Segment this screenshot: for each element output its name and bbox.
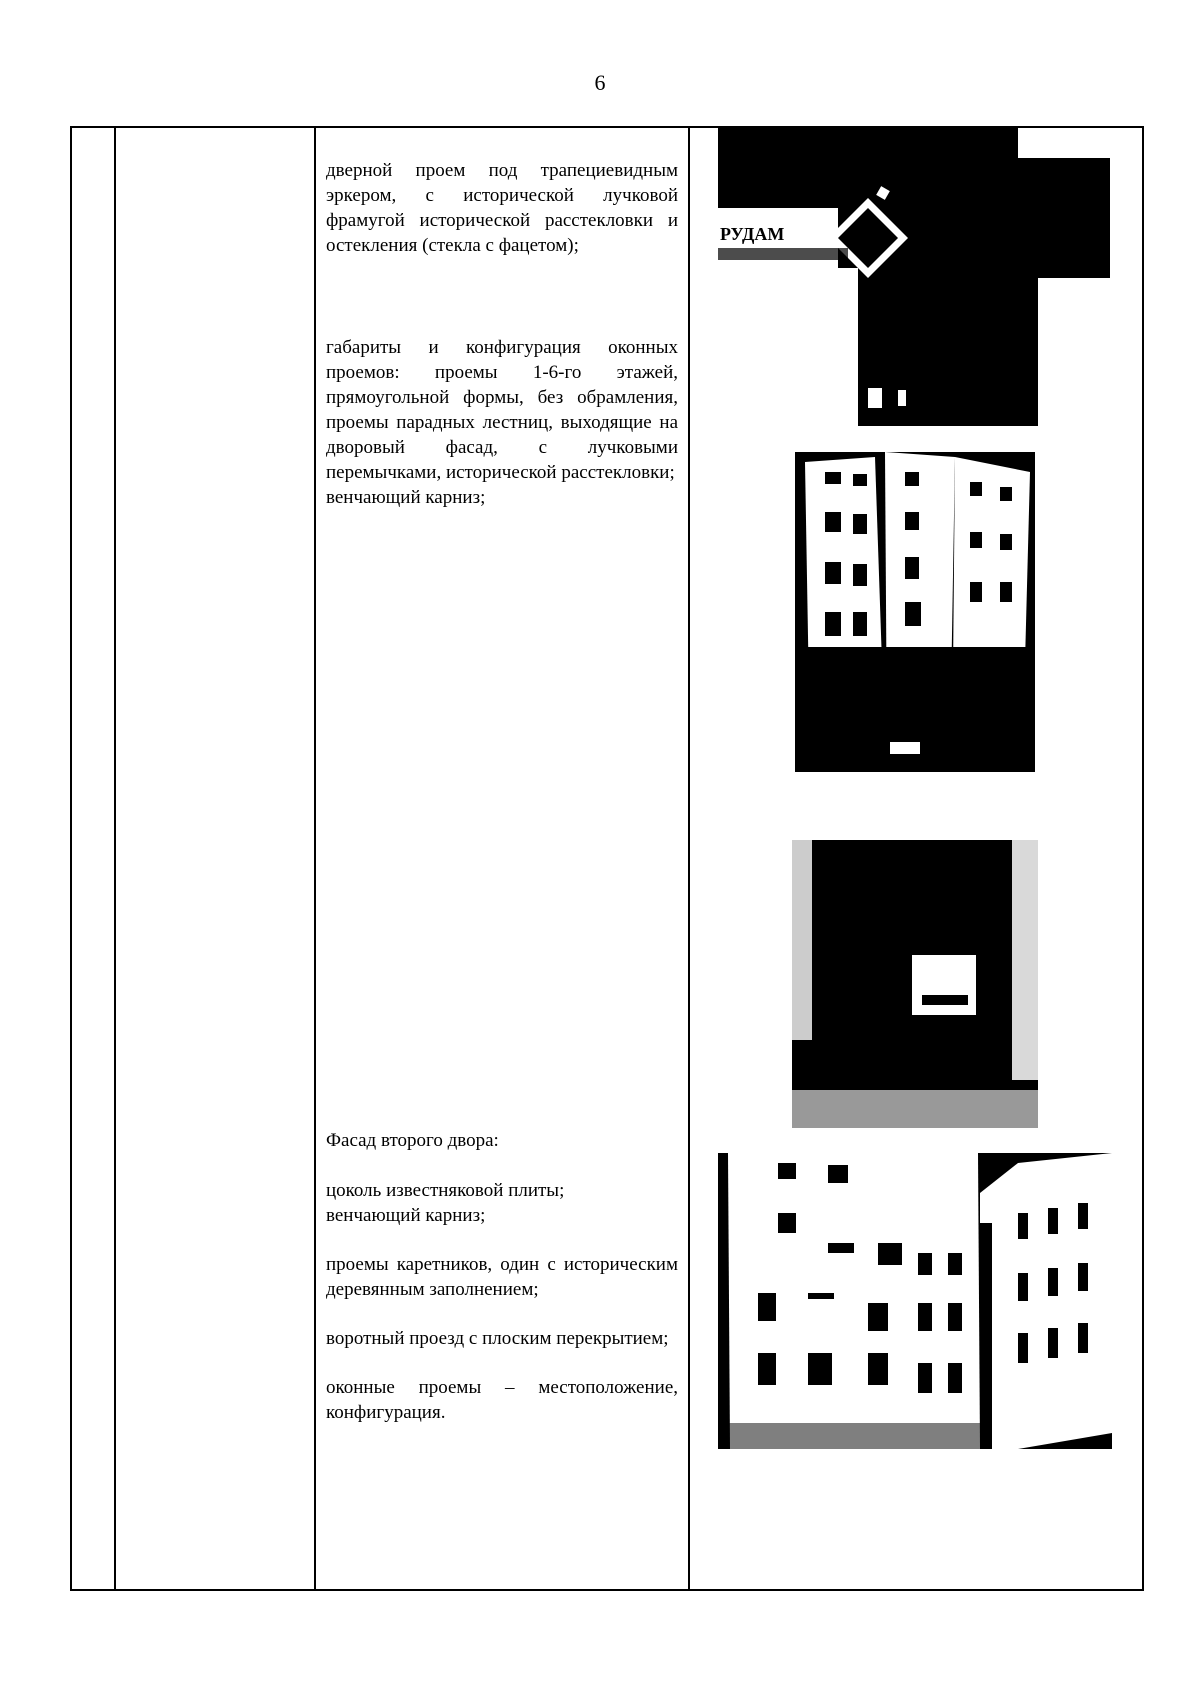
column-divider-3 <box>688 126 690 1591</box>
paragraph-door-opening: дверной проем под трапециевидным эркером, с исторической лучковой фрамугой исторической расстекловки и остекления (стекла с фацетом); <box>326 160 678 256</box>
column-divider-1 <box>114 126 116 1591</box>
photo-door-opening <box>718 128 1110 426</box>
facade-description-block-2 <box>326 335 678 510</box>
sign-text: РУДАМ <box>720 224 785 244</box>
second-courtyard-block <box>326 1128 678 1425</box>
page-number: 6 <box>594 70 606 95</box>
paragraph-cornice: венчающий карниз; <box>326 487 486 508</box>
facade-description-block-1 <box>326 158 678 258</box>
item-window-openings: оконные проемы – местоположение, конфигурация. <box>326 1377 678 1423</box>
photo-second-courtyard <box>718 1153 1112 1449</box>
item-cornice: венчающий карниз; <box>326 1205 486 1226</box>
photo-gate-passage <box>792 800 1038 1128</box>
item-plinth: цоколь известняковой плиты; <box>326 1180 565 1201</box>
column-divider-2 <box>314 126 316 1591</box>
second-courtyard-heading: Фасад второго двора: <box>326 1130 499 1151</box>
paragraph-window-openings: габариты и конфигурация оконных проемов: проемы 1-6-го этажей, прямоугольной формы, без обрамления, проемы парадных лестниц, выходящие на дворовый фасад, с лучковыми перемычками, исторической расстекловки; <box>326 337 678 483</box>
photo-courtyard-facade <box>795 452 1035 772</box>
item-gate-passage: воротный проезд с плоским перекрытием; <box>326 1328 669 1349</box>
item-carriage-openings: проемы каретников, один с историческим деревянным заполнением; <box>326 1254 678 1300</box>
